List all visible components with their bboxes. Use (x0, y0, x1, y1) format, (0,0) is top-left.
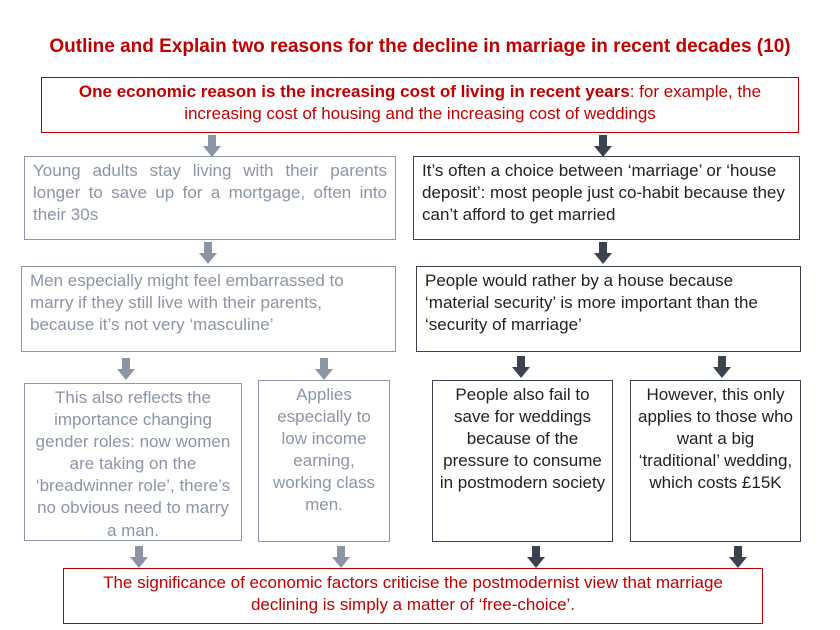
arrow-down-icon (315, 358, 333, 380)
right-box-4-text: However, this only applies to those who want a big ‘traditional’ wedding, which costs £15K (638, 385, 793, 493)
right-box-material-security (416, 266, 801, 352)
left-box-living-with-parents (24, 156, 396, 240)
left-box-1-text: Young adults stay living with their parents longer to save up for a mortgage, often into their 30s (33, 161, 387, 225)
right-box-3-text: People also fail to save for weddings because of the pressure to consume in postmodern society (439, 385, 606, 493)
arrow-down-icon (117, 358, 135, 380)
left-box-gender-roles (24, 383, 242, 541)
arrow-down-icon (332, 546, 350, 568)
conclusion-box (63, 568, 763, 624)
left-box-working-class (258, 380, 390, 542)
right-box-2-text: People would rather by a house because ‘material security’ is more important than the ‘security of marriage’ (425, 271, 758, 335)
arrow-down-icon (527, 546, 545, 568)
top-reason-box (41, 77, 799, 133)
arrow-down-icon (130, 546, 148, 568)
left-box-3-text: This also reflects the importance changing gender roles: now women are taking on the ‘breadwinner role’, there’s no obvious need to marry a man. (35, 388, 231, 540)
left-box-embarrassed (21, 266, 396, 352)
top-reason-rest-text: : for example, the increasing cost of housing and the increasing cost of weddings (184, 82, 762, 124)
arrow-down-icon (203, 135, 221, 157)
conclusion-text: The significance of economic factors criticise the postmodernist view that marriage declining is simply a matter of ‘free-choice’. (103, 573, 723, 615)
page-title: Outline and Explain two reasons for the decline in marriage in recent decades (10) (49, 36, 791, 57)
arrow-down-icon (729, 546, 747, 568)
right-box-consume-pressure (432, 380, 613, 542)
arrow-down-icon (199, 242, 217, 264)
right-box-traditional-wedding (630, 380, 801, 542)
arrow-down-icon (512, 356, 530, 378)
right-box-1-text: It’s often a choice between ‘marriage’ or ‘house deposit’: most people just co-habit because they can’t afford to get married (422, 161, 785, 225)
left-box-2-text: Men especially might feel embarrassed to marry if they still live with their parents, because it’s not very ‘masculine’ (30, 271, 344, 335)
left-box-4-text: Applies especially to low income earning, working class men. (272, 385, 376, 515)
arrow-down-icon (594, 242, 612, 264)
top-reason-bold-text: One economic reason is the increasing cost of living in recent years (78, 82, 630, 101)
arrow-down-icon (594, 135, 612, 157)
arrow-down-icon (713, 356, 731, 378)
right-box-marriage-or-deposit (413, 156, 800, 240)
